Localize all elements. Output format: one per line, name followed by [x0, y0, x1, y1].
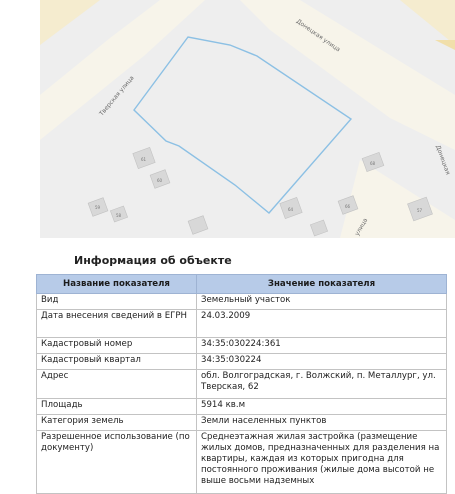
- table-row: [37, 310, 447, 338]
- house-number: 59: [95, 205, 101, 210]
- building-small-a: [188, 216, 208, 235]
- road-yellow: [435, 40, 455, 50]
- object-info-table: [36, 274, 447, 494]
- cadastral-map[interactable]: [40, 0, 455, 238]
- street-strip-top-right: [400, 0, 455, 45]
- building-small-b: [310, 220, 327, 236]
- row-name: Категория земель: [37, 415, 197, 431]
- table-row: [37, 399, 447, 415]
- row-value: Среднеэтажная жилая застройка (размещение жилых домов, предназначенных для разделения на квартиры, каждая из которых пригодна для постоянного проживания (жилые дома высотой не выше восьми надземных: [197, 431, 447, 494]
- row-value: 34:35:030224: [197, 354, 447, 370]
- row-value: 34:35:030224:361: [197, 338, 447, 354]
- house-number: 58: [116, 213, 122, 218]
- street-strip-corner: [40, 0, 100, 45]
- house-number: 61: [141, 157, 147, 162]
- row-value: 5914 кв.м: [197, 399, 447, 415]
- map-canvas: [40, 0, 455, 238]
- header-name: Название показателя: [37, 275, 197, 294]
- table-header-row: [37, 275, 447, 294]
- table-row: [37, 370, 447, 399]
- table-row: [37, 294, 447, 310]
- row-value: 24.03.2009: [197, 310, 447, 338]
- street-label-right: Донецкая: [434, 144, 452, 176]
- row-value: обл. Волгоградская, г. Волжский, п. Металлург, ул. Тверская, 62: [197, 370, 447, 399]
- table-row: [37, 354, 447, 370]
- street-label-tverskaya: Тверская улица: [98, 74, 136, 118]
- section-title: Информация об объекте: [74, 254, 232, 267]
- header-value: Значение показателя: [197, 275, 447, 294]
- row-value: Земли населенных пунктов: [197, 415, 447, 431]
- row-name: Адрес: [37, 370, 197, 399]
- house-number: 60: [157, 178, 163, 183]
- street-label-donskaya: Донецкая улица: [294, 17, 342, 54]
- row-value: Земельный участок: [197, 294, 447, 310]
- street-label-bottom: улица: [353, 217, 370, 237]
- house-number: 68: [370, 161, 376, 166]
- row-name: Площадь: [37, 399, 197, 415]
- house-number: 66: [345, 204, 351, 209]
- house-number: 64: [288, 207, 294, 212]
- table-row: [37, 338, 447, 354]
- table-row: [37, 431, 447, 494]
- row-name: Кадастровый номер: [37, 338, 197, 354]
- row-name: Разрешенное использование (по документу): [37, 431, 197, 494]
- table-row: [37, 415, 447, 431]
- row-name: Кадастровый квартал: [37, 354, 197, 370]
- row-name: Дата внесения сведений в ЕГРН: [37, 310, 197, 338]
- row-name: Вид: [37, 294, 197, 310]
- house-number: 57: [417, 208, 423, 213]
